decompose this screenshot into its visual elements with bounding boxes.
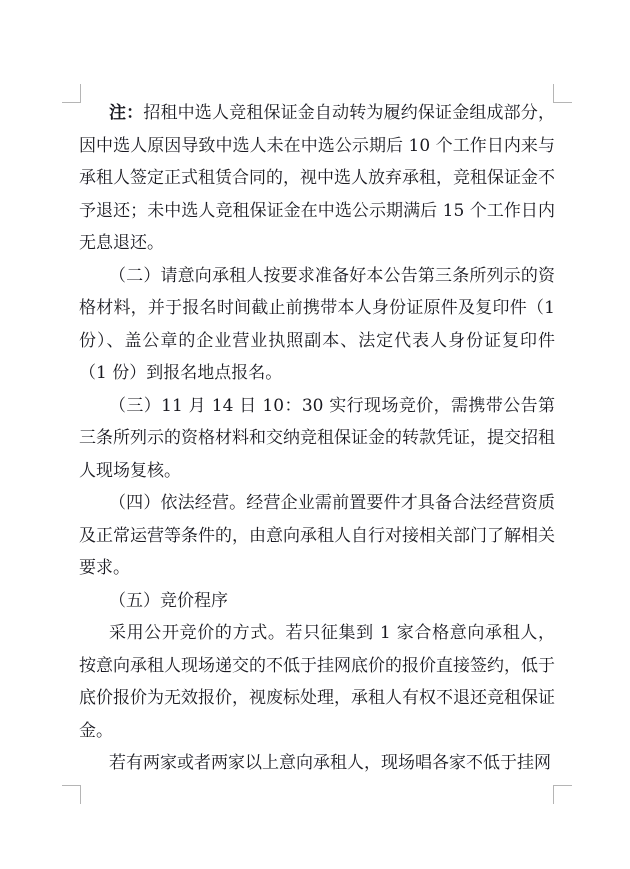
text-boundary-mark-top-right xyxy=(553,84,572,103)
paragraph-note xyxy=(79,97,555,260)
text-boundary-mark-bottom-left xyxy=(62,785,81,804)
paragraph-item-3: （三）11 月 14 日 10：30 实行现场竞价，需携带公告第三条所列示的资格材料和交纳竞租保证金的转款凭证，提交招租人现场复核。 xyxy=(79,395,555,481)
document-body xyxy=(79,97,555,780)
paragraph-item-2: （二）请意向承租人按要求准备好本公告第三条所列示的资格材料，并于报名时间截止前携带本人身份证原件及复印件（1 份）、盖公章的企业营业执照副本、法定代表人身份证复印件（1 份）到报名地点报名。 xyxy=(79,265,555,383)
paragraph-item-4: （四）依法经营。经营企业需前置要件才具备合法经营资质及正常运营等条件的，由意向承租人自行对接相关部门了解相关要求。 xyxy=(79,493,555,578)
paragraph-bidding-procedure-2: 若有两家或者两家以上意向承租人，现场唱各家不低于挂网 xyxy=(109,753,551,773)
paragraph-note-text: 招租中选人竞租保证金自动转为履约保证金组成部分，因中选人原因导致中选人未在中选公示期后 10 个工作日内来与承租人签定正式租赁合同的，视中选人放弃承租，竞租保证金不予退还；未中选人竞租保证金在中选公示期满后 15 个工作日内无息退还。 xyxy=(79,103,556,253)
paragraph-bidding-procedure-1: 采用公开竞价的方式。若只征集到 1 家合格意向承租人，按意向承租人现场递交的不低于挂网底价的报价直接签约，低于底价报价为无效报价，视废标处理，承租人有权不退还竞租保证金。 xyxy=(79,623,555,741)
text-boundary-mark-bottom-right xyxy=(553,785,572,804)
paragraph-note-lead: 注： xyxy=(109,103,144,123)
paragraph-item-5-heading: （五）竞价程序 xyxy=(109,590,228,611)
